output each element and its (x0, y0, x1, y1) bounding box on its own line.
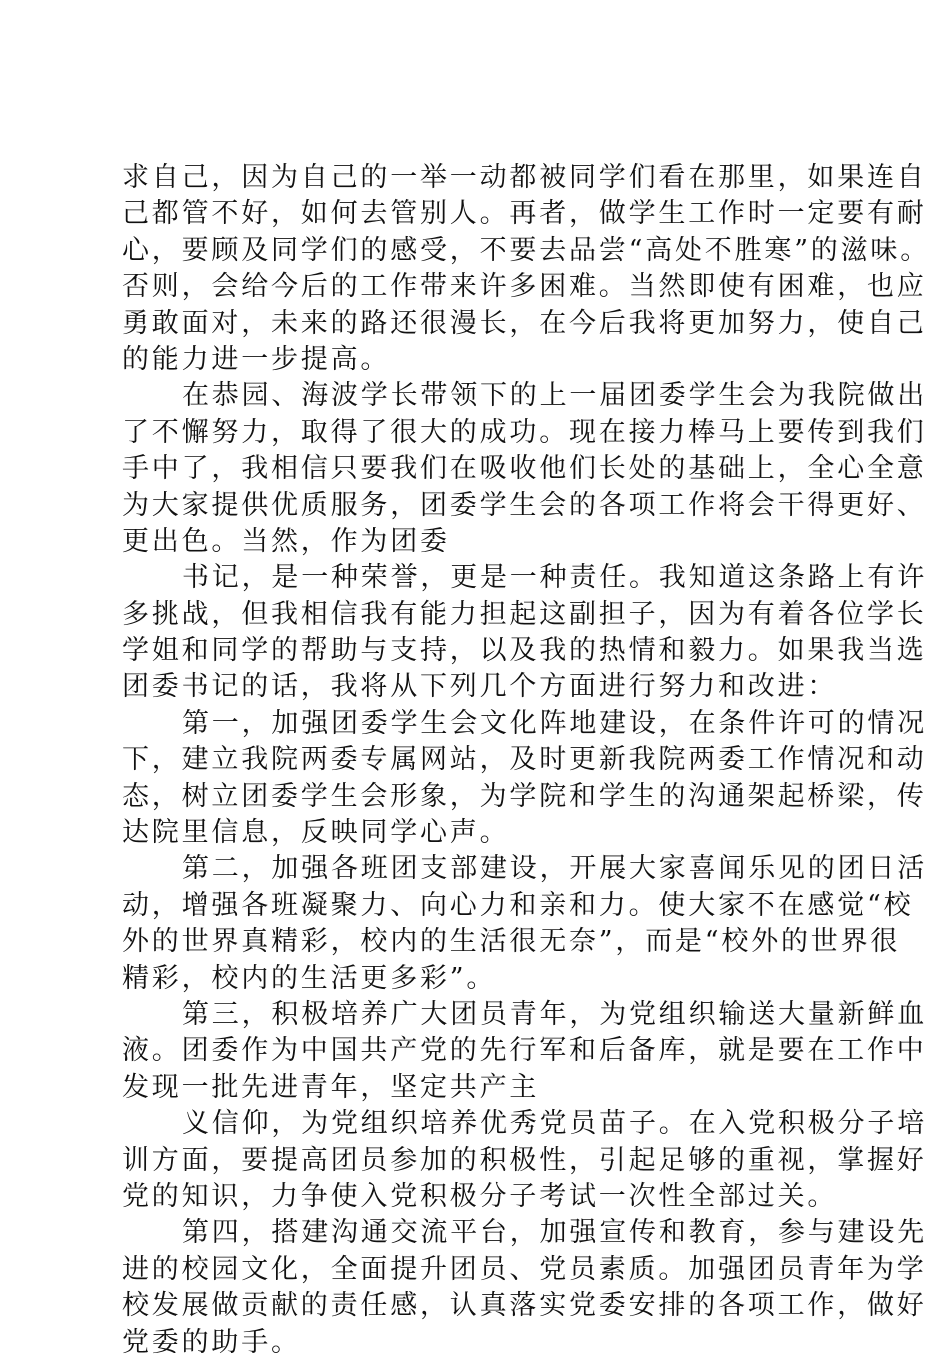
text-line: 发现一批先进青年，坚定共产主 (122, 1071, 540, 1103)
text-line: 液。团委作为中国共产党的先行军和后备库，就是要在工作中 (122, 1035, 927, 1067)
text-line: 态，树立团委学生会形象，为学院和学生的沟通架起桥梁，传 (122, 780, 927, 812)
text-line: 学姐和同学的帮助与支持，以及我的热情和毅力。如果我当选 (122, 635, 927, 667)
text-line: 心，要顾及同学们的感受，不要去品尝“高处不胜寒”的滋味。 (122, 234, 931, 266)
text-line: 己都管不好，如何去管别人。再者，做学生工作时一定要有耐 (122, 198, 927, 230)
text-line: 党的知识，力争使入党积极分子考试一次性全部过关。 (122, 1180, 838, 1212)
text-line: 达院里信息，反映同学心声。 (122, 817, 510, 849)
text-line: 外的世界真精彩，校内的生活很无奈”，而是“校外的世界很 (122, 926, 901, 958)
text-line: 义信仰，为党组织培养优秀党员苗子。在入党积极分子培 (182, 1108, 927, 1140)
text-line: 第二，加强各班团支部建设，开展大家喜闻乐见的团日活 (182, 853, 927, 885)
text-line: 勇敢面对，未来的路还很漫长，在今后我将更加努力，使自己 (122, 307, 927, 339)
text-line: 更出色。当然，作为团委 (122, 525, 450, 557)
text-line: 求自己，因为自己的一举一动都被同学们看在那里，如果连自 (122, 162, 927, 193)
text-line: 训方面，要提高团员参加的积极性，引起足够的重视，掌握好 (122, 1144, 927, 1176)
text-line: 第四，搭建沟通交流平台，加强宣传和教育，参与建设先 (182, 1217, 927, 1249)
text-line: 了不懈努力，取得了很大的成功。现在接力棒马上要传到我们 (122, 416, 927, 448)
text-line: 多挑战，但我相信我有能力担起这副担子，因为有着各位学长 (122, 598, 927, 630)
text-line: 动，增强各班凝聚力、向心力和亲和力。使大家不在感觉“校 (122, 889, 914, 921)
text-line: 下，建立我院两委专属网站，及时更新我院两委工作情况和动 (122, 744, 927, 776)
text-line: 第三，积极培养广大团员青年，为党组织输送大量新鲜血 (182, 998, 927, 1030)
text-line: 党委的助手。 (122, 1326, 301, 1358)
text-line: 校发展做贡献的责任感，认真落实党委安排的各项工作，做好 (122, 1290, 927, 1322)
text-line: 第一，加强团委学生会文化阵地建设，在条件许可的情况 (182, 707, 927, 739)
text-line: 团委书记的话，我将从下列几个方面进行努力和改进： (122, 671, 838, 703)
document-body (122, 160, 931, 1361)
text-line: 书记，是一种荣誉，更是一种责任。我知道这条路上有许 (182, 562, 927, 594)
text-line: 否则，会给今后的工作带来许多困难。当然即使有困难，也应 (122, 271, 927, 303)
text-line: 手中了，我相信只要我们在吸收他们长处的基础上，全心全意 (122, 453, 927, 485)
text-line: 在恭园、海波学长带领下的上一届团委学生会为我院做出 (182, 380, 927, 412)
text-line: 精彩，校内的生活更多彩”。 (122, 962, 497, 994)
text-line: 的能力进一步提高。 (122, 343, 391, 375)
text-line: 为大家提供优质服务，团委学生会的各项工作将会干得更好、 (122, 489, 927, 521)
text-line: 进的校园文化，全面提升团员、党员素质。加强团员青年为学 (122, 1253, 927, 1285)
